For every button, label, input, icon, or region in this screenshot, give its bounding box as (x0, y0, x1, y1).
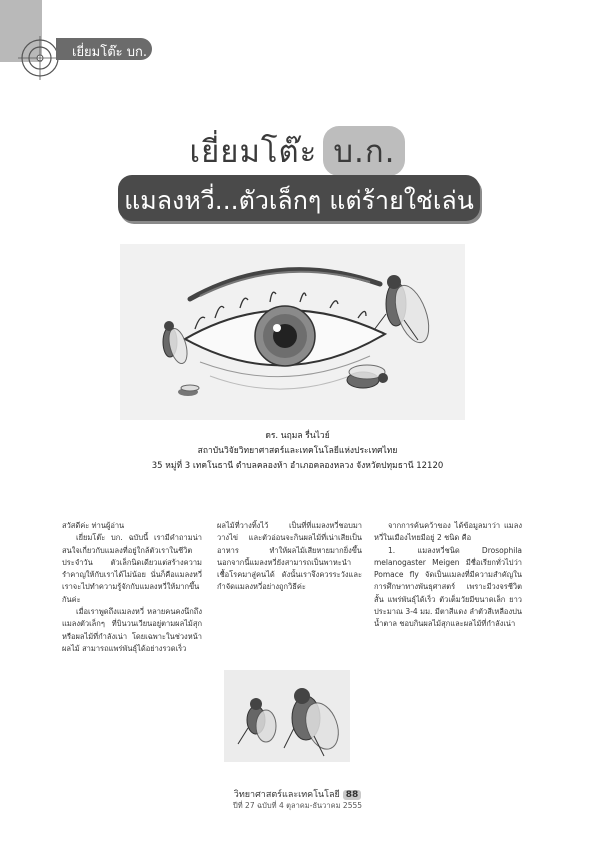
paragraph: จากการค้นคว้าของ ได้ข้อมูลมาว่า แมลงหวี่ในเมืองไทยมีอยู่ 2 ชนิด คือ (374, 521, 522, 543)
footer-journal (0, 787, 595, 801)
paragraph: ผลไม้ที่วางทิ้งไว้ เป็นที่ที่แมลงหวี่ชอบมาวางไข่ และตัวอ่อนจะกินผลไม้ที่เน่าเสียเป็นอาหาร ทำให้ผลไม้เสียหายมากยิ่งขึ้น นอกจากนี้แมลงหวี่ยังสามารถเป็นพาหะนำเชื้อโรคมาสู่คนได้ ดังนั้นเราจึงควรระวังและกำจัดแมลงหวี่อย่างถูกวิธีค่ะ (217, 521, 362, 592)
author-name: ดร. นฤมล รื่นไวย์ (265, 431, 330, 441)
page-title (0, 126, 595, 176)
author-affiliation: สถาบันวิจัยวิทยาศาสตร์และเทคโนโลยีแห่งประเทศไทย (197, 446, 398, 456)
paragraph: เยี่ยมโต๊ะ บก. ฉบับนี้ เรามีคำถามน่าสนใจเกี่ยวกับแมลงที่อยู่ใกล้ตัวเราในชีวิตประจำวัน ตัวเล็กนิดเดียวแต่สร้างความรำคาญให้กับเราได้ไม่น้อย นั่นก็คือแมลงหวี่ เราจะไปทำความรู้จักกับแมลงหวี่ให้มากขึ้นกันค่ะ (62, 533, 202, 604)
section-label: เยี่ยมโต๊ะ บก. (72, 45, 148, 60)
journal-name: วิทยาศาสตร์และเทคโนโลยี (233, 790, 340, 800)
paragraph: 1. แมลงหวี่ชนิด Drosophila melanogaster Meigen มีชื่อเรียกทั่วไปว่า Pomace fly จัดเป็นแมลงที่มีความสำคัญในการศึกษาทางพันธุศาสตร์ เพราะมีวงจรชีวิตสั้น แพร่พันธุ์ได้เร็ว ตัวเต็มวัยมีขนาดเล็ก ยาวประมาณ 3-4 มม. มีตาสีแดง ลำตัวสีเหลืองปนน้ำตาล ชอบกินผลไม้สุกและผลไม้ที่กำลังเน่า (374, 545, 522, 629)
body-column-3 (374, 520, 522, 631)
page-number: 88 (343, 790, 362, 800)
author-address: 35 หมู่ที่ 3 เทคโนธานี ตำบลคลองห้า อำเภอคลองหลวง จังหวัดปทุมธานี 12120 (151, 461, 444, 471)
subtitle: แมลงหวี่...ตัวเล็กๆ แต่ร้ายใช่เล่น (124, 186, 474, 215)
paragraph: เมื่อเราพูดถึงแมลงหวี่ หลายคนคงนึกถึงแมลงตัวเล็กๆ ที่บินวนเวียนอยู่ตามผลไม้สุก หรือผลไม้ที่กำลังเน่า โดยเฉพาะในช่วงหน้าผลไม้ สามารถแพร่พันธุ์ได้อย่างรวดเร็ว (62, 607, 202, 653)
title-text: เยี่ยมโต๊ะ (189, 134, 318, 170)
eye-fruitfly-illustration (120, 244, 465, 420)
footer-issue: ปีที่ 27 ฉบับที่ 4 ตุลาคม-ธันวาคม 2555 (232, 801, 363, 810)
title-pill: บ.ก. (323, 126, 405, 176)
body-column-1 (62, 520, 202, 655)
paragraph: สวัสดีค่ะ ท่านผู้อ่าน (62, 521, 125, 530)
body-column-2 (217, 520, 362, 594)
fruitfly-photo (224, 670, 350, 762)
